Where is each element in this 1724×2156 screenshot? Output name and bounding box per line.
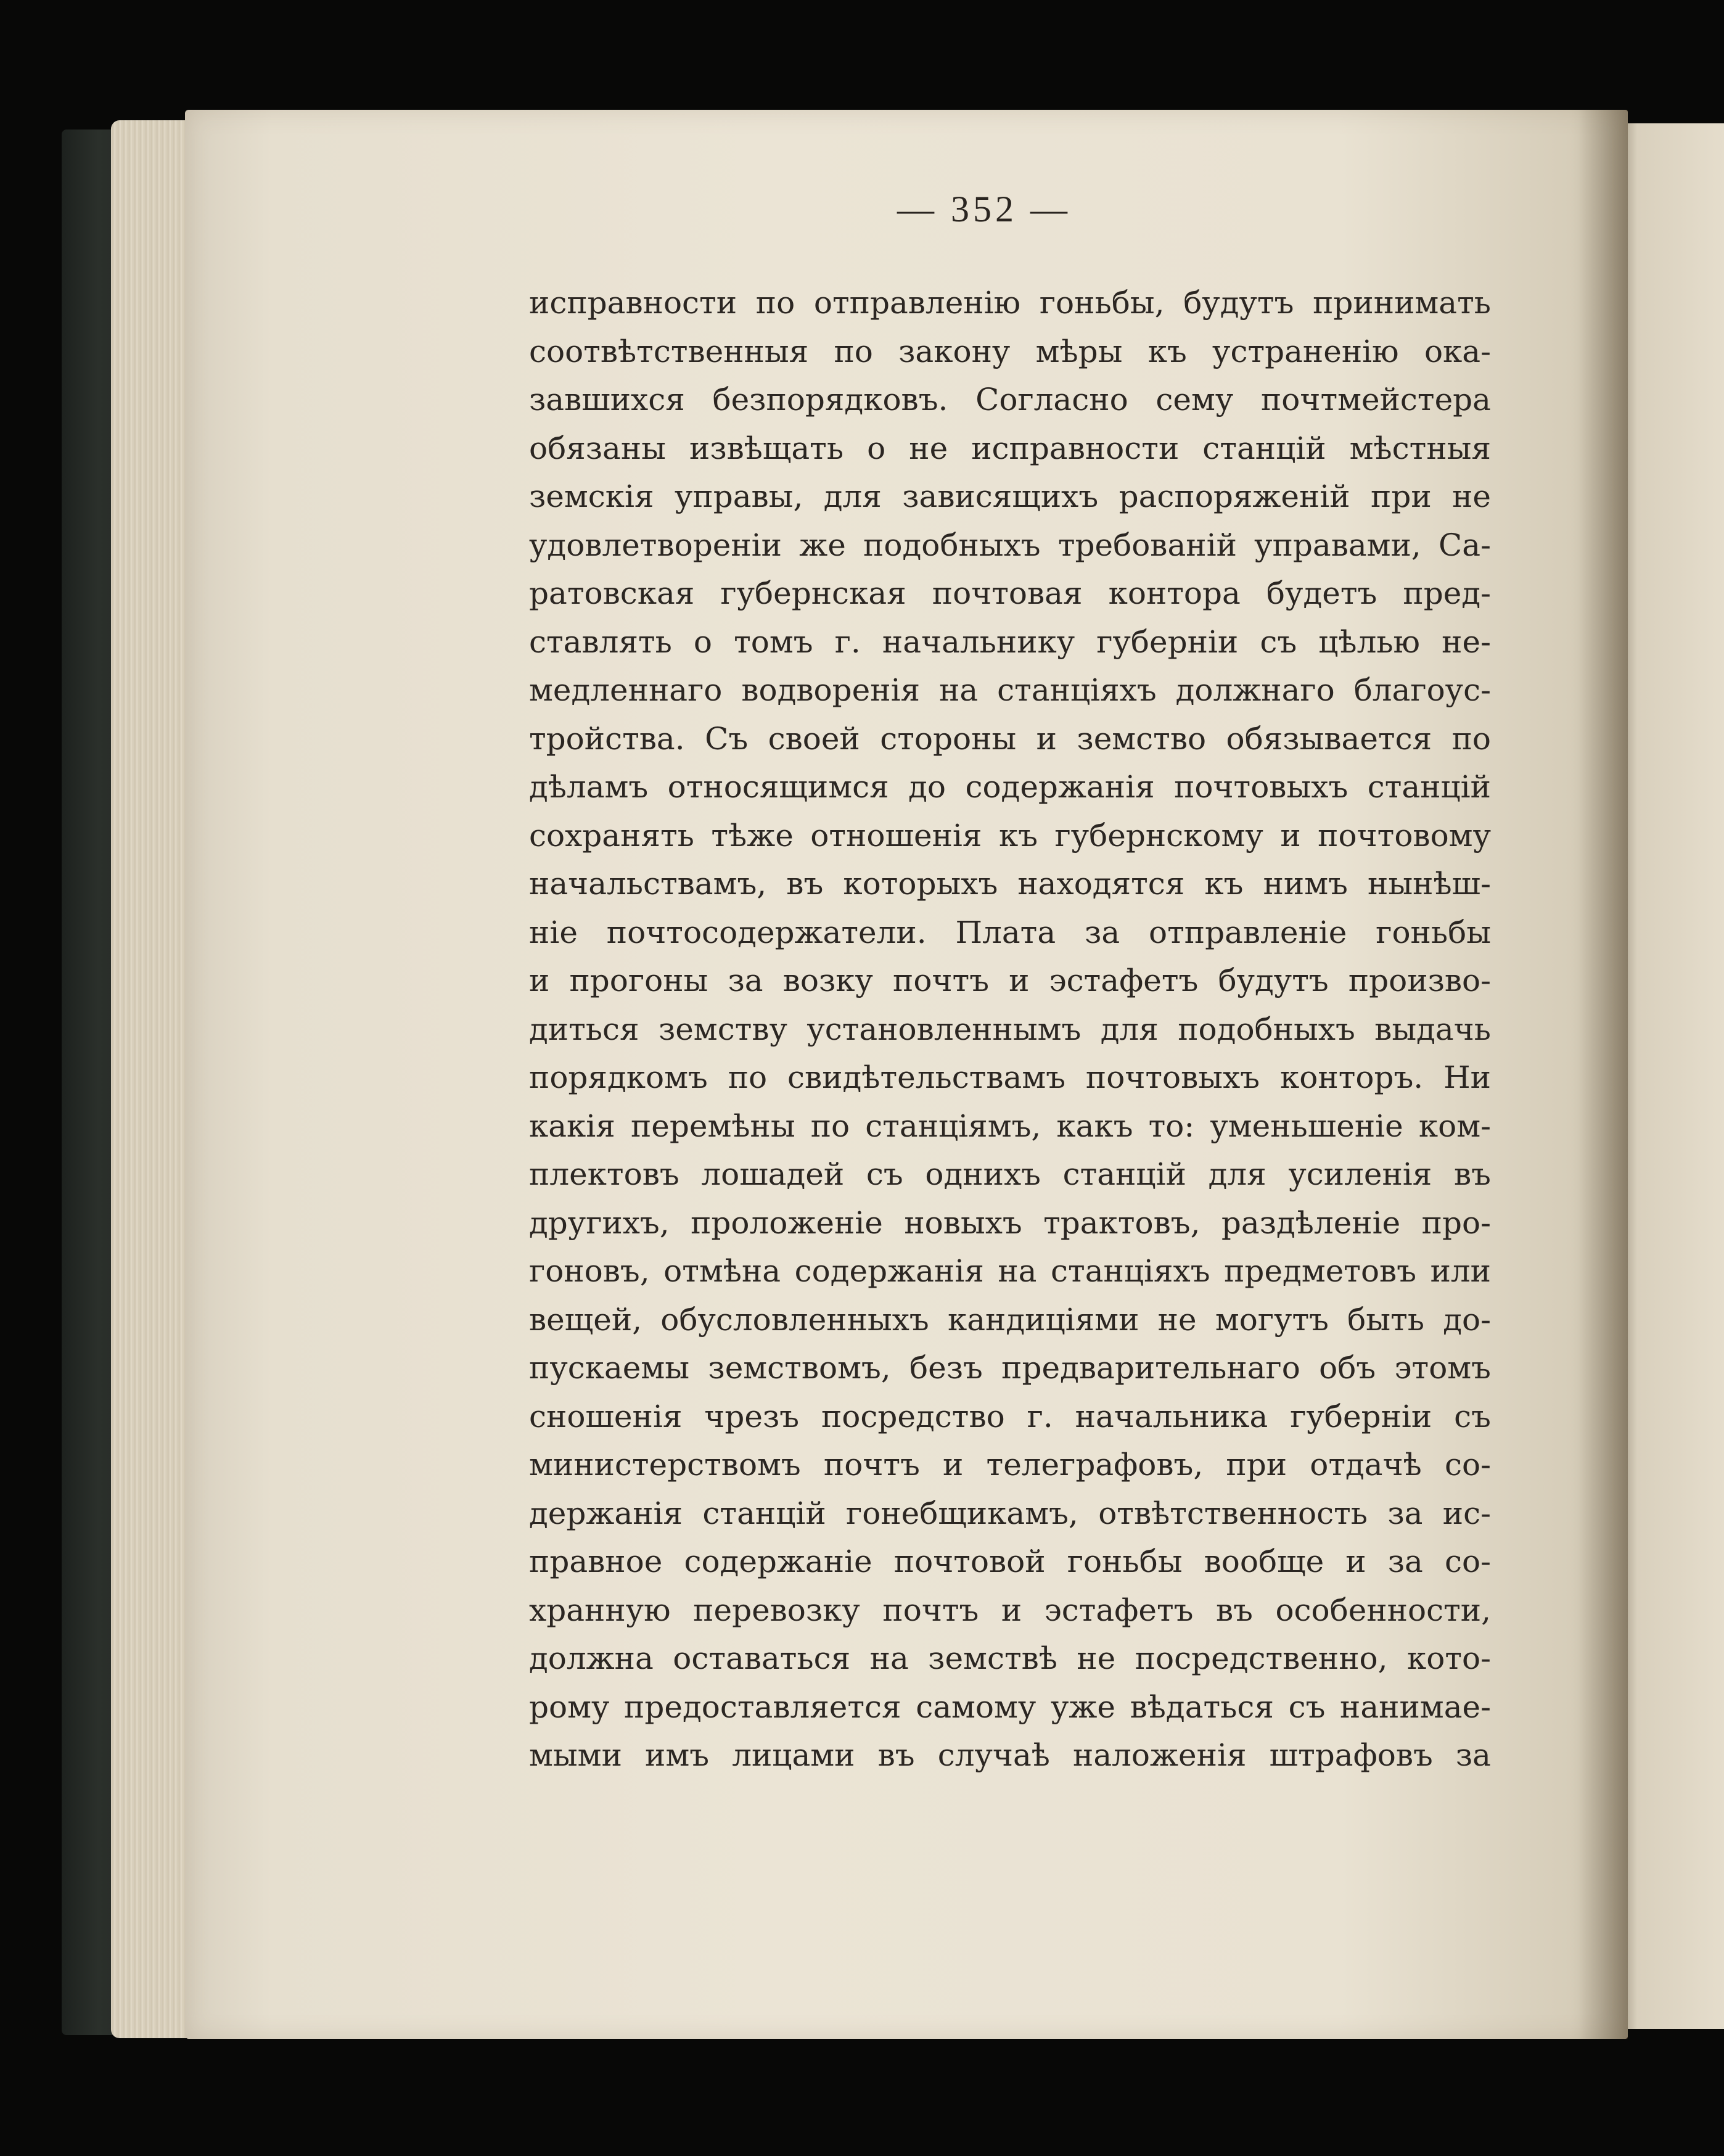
text-line: правное содержаніе почтовой гоньбы вообще и за со- <box>529 1544 1491 1579</box>
text-line: сношенія чрезъ посредство г. начальника губерніи съ <box>529 1398 1491 1434</box>
text-line: диться земству установленнымъ для подобныхъ выдачь <box>529 1011 1491 1047</box>
text-line: удовлетвореніи же подобныхъ требованій управами, Са- <box>529 527 1491 563</box>
text-line: медленнаго водворенія на станціяхъ должнаго благоус- <box>529 672 1491 708</box>
text-line: держанія станцій гонебщикамъ, отвѣтственность за ис- <box>529 1495 1491 1531</box>
text-line: другихъ, проложеніе новыхъ трактовъ, раздѣленіе про- <box>529 1204 1491 1241</box>
text-line: плектовъ лошадей съ однихъ станцій для усиленія въ <box>529 1156 1491 1192</box>
text-line: и прогоны за возку почтъ и эстафетъ будутъ произво- <box>529 963 1491 998</box>
text-line: ніе почтосодержатели. Плата за отправленіе гоньбы <box>529 914 1491 950</box>
text-line: соотвѣтственныя по закону мѣры къ устраненію ока- <box>529 333 1491 369</box>
text-line: порядкомъ по свидѣтельствамъ почтовыхъ конторъ. Ни <box>529 1059 1491 1095</box>
text-line: дѣламъ относящимся до содержанія почтовыхъ станцій <box>529 769 1491 805</box>
text-line: земскія управы, для зависящихъ распоряженій при не <box>529 479 1491 514</box>
text-line: начальствамъ, въ которыхъ находятся къ нимъ нынѣш- <box>529 866 1491 902</box>
text-line: мыми имъ лицами въ случаѣ наложенія штрафовъ за <box>529 1737 1491 1773</box>
text-line: пускаемы земствомъ, безъ предварительнаго объ этомъ <box>529 1350 1491 1386</box>
page-gutter-shadow <box>1578 110 1628 2039</box>
text-line: хранную перевозку почтъ и эстафетъ въ особенности, <box>529 1592 1491 1628</box>
page-number: — 352 — <box>897 189 1071 229</box>
text-line: рому предоставляется самому уже вѣдаться съ нанимае- <box>529 1689 1491 1725</box>
text-line: гоновъ, отмѣна содержанія на станціяхъ предметовъ или <box>529 1253 1491 1289</box>
facing-page-edge <box>1615 123 1724 2029</box>
text-line: ратовская губернская почтовая контора будетъ пред- <box>529 575 1491 611</box>
page-body-text <box>529 279 1491 1780</box>
text-line: вещей, обусловленныхъ кандиціями не могутъ быть до- <box>529 1301 1491 1338</box>
text-line: завшихся безпорядковъ. Согласно сему почтмейстера <box>529 382 1491 418</box>
text-line: исправности по отправленію гоньбы, будутъ принимать <box>529 285 1491 321</box>
text-line: должна оставаться на земствѣ не посредственно, кото- <box>529 1640 1491 1676</box>
text-line: ставлять о томъ г. начальнику губерніи съ цѣлью не- <box>529 623 1491 660</box>
text-line: тройства. Съ своей стороны и земство обязывается по <box>529 720 1491 757</box>
text-line: какія перемѣны по станціямъ, какъ то: уменьшеніе ком- <box>529 1108 1491 1144</box>
text-line: обязаны извѣщать о не исправности станцій мѣстныя <box>529 430 1491 466</box>
text-line: министерствомъ почтъ и телеграфовъ, при отдачѣ со- <box>529 1447 1491 1483</box>
text-line: сохранять тѣже отношенія къ губернскому и почтовому <box>529 817 1491 854</box>
